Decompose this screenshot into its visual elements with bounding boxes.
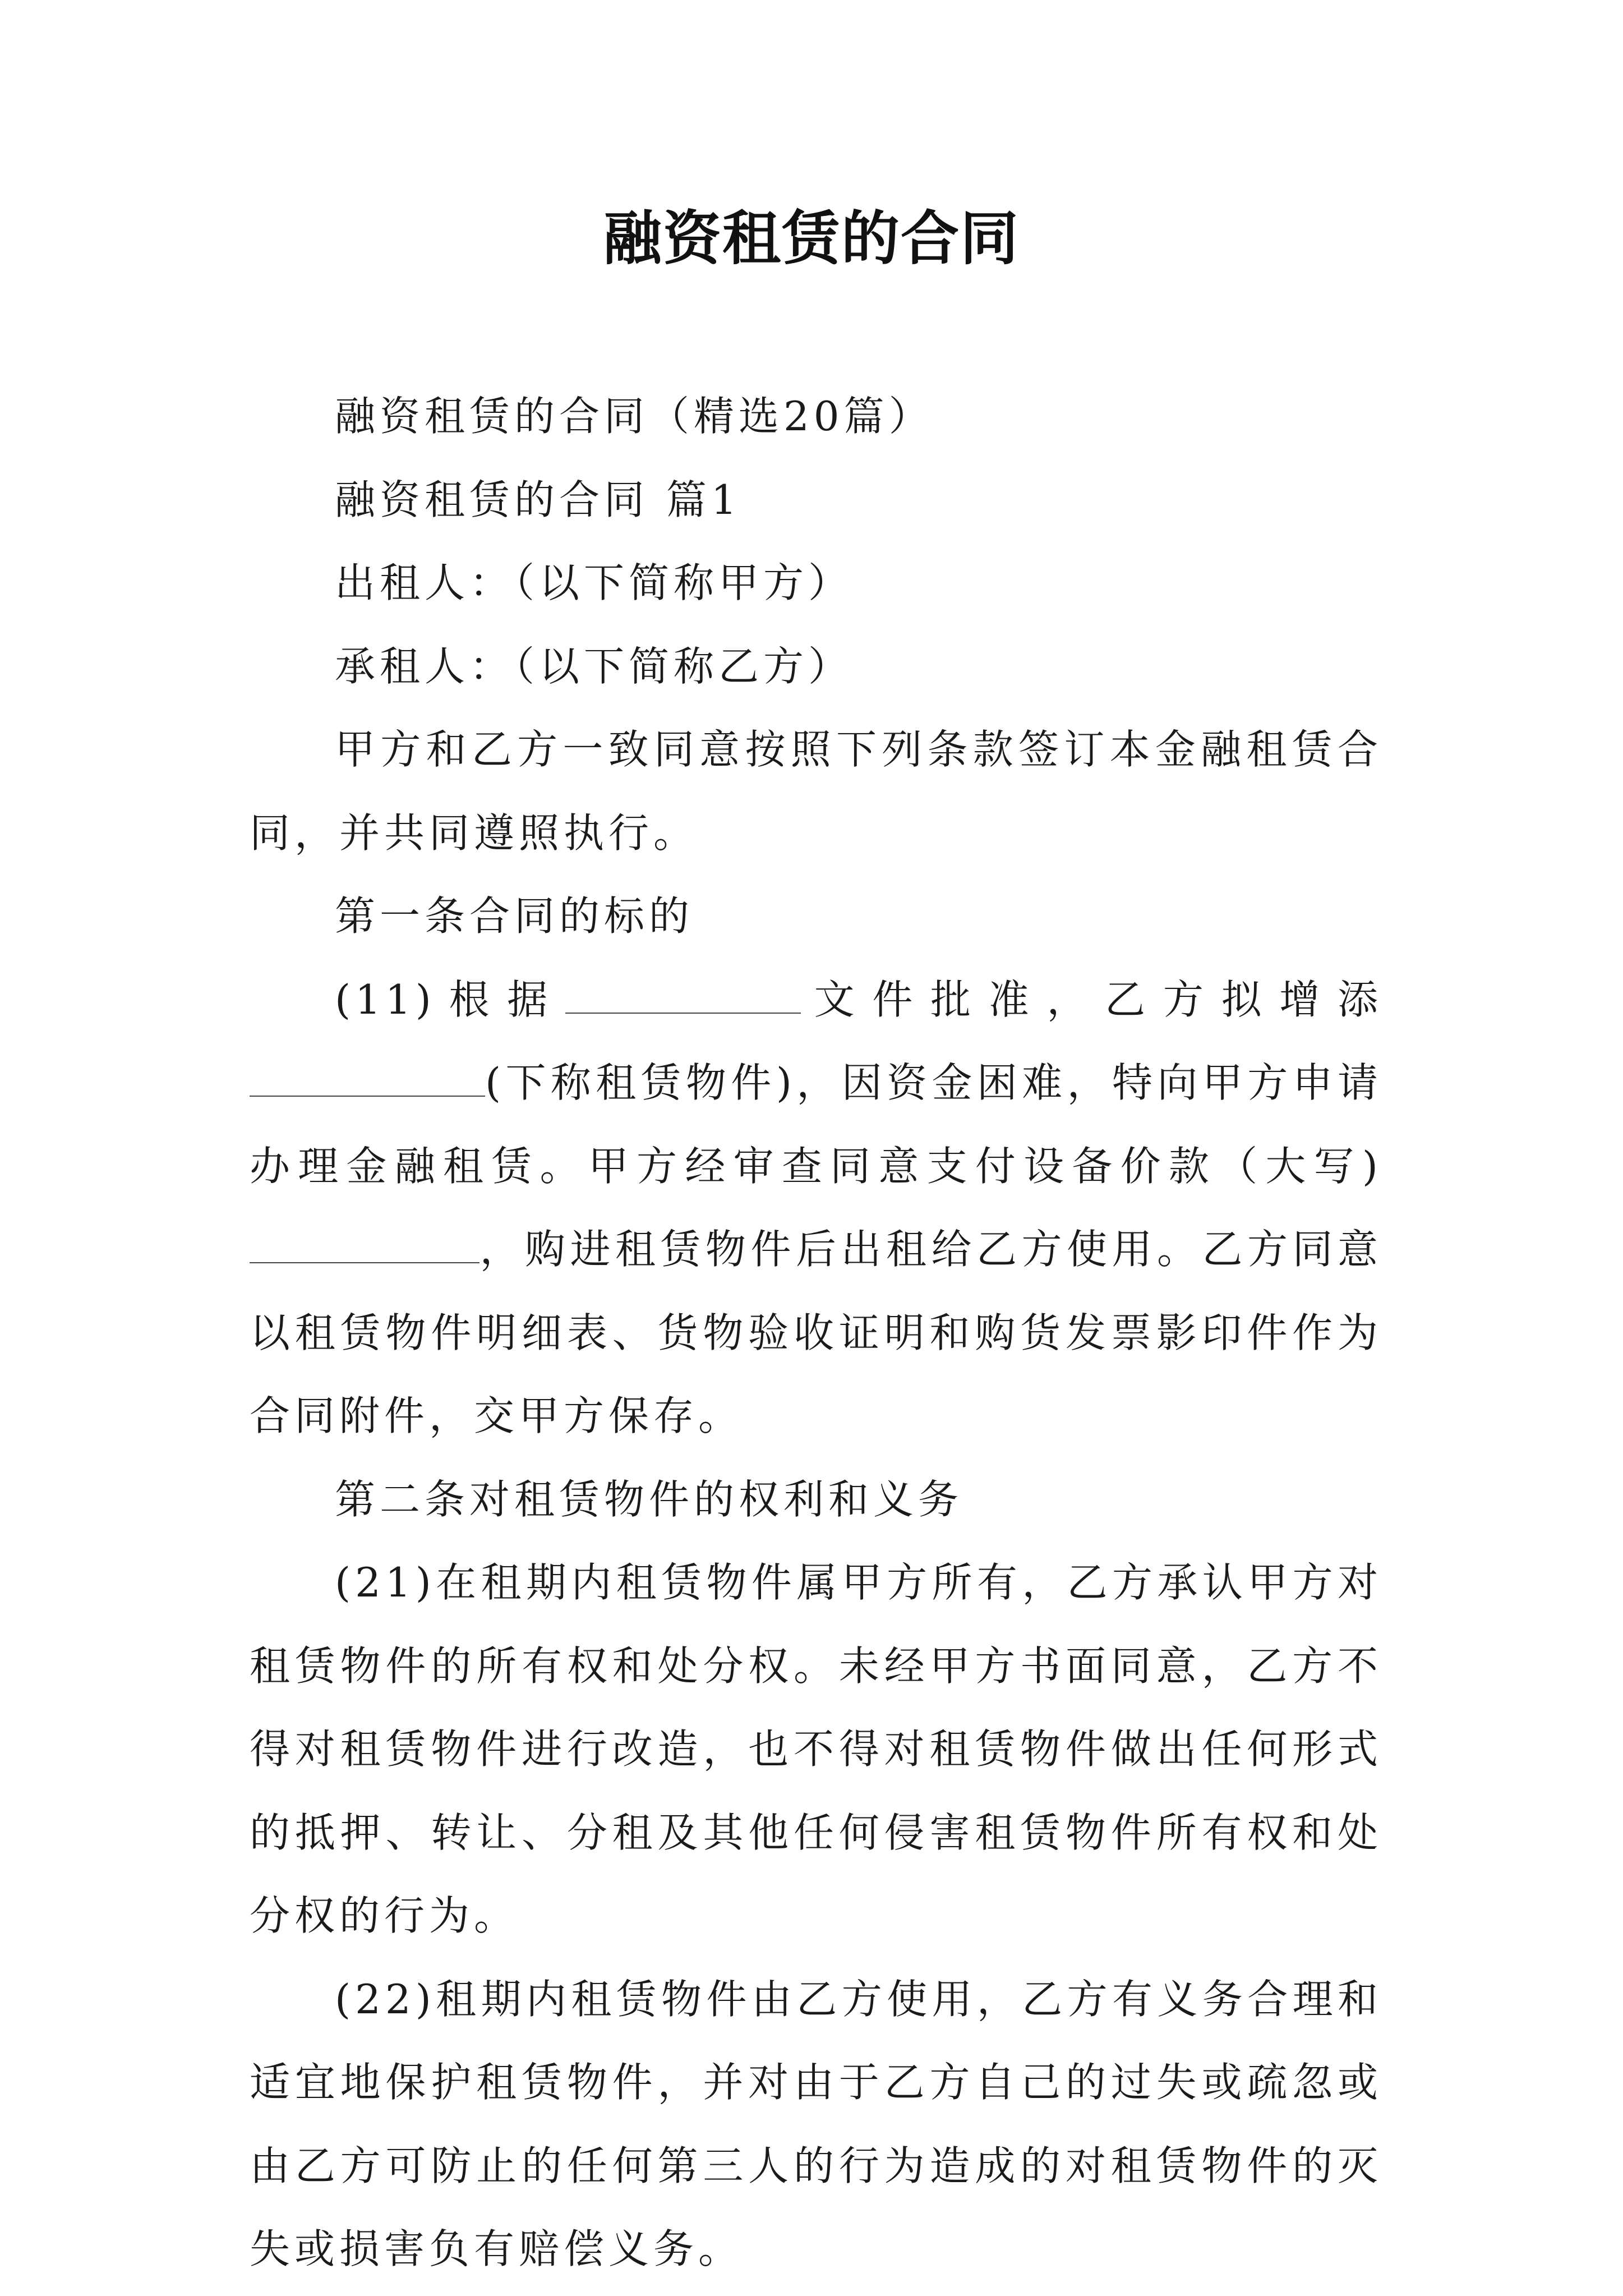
document-title: 融资租赁的合同 xyxy=(603,204,1020,273)
article-2-paragraph-22: (22)租期内租赁物件由乙方使用，乙方有义务合理和适宜地保护租赁物件，并对由于乙方自己的过失或疏忽或由乙方可防止的任何第三人的行为造成的对租赁物件的灭失或损害负有赔偿义务。 xyxy=(250,1975,1382,2272)
article-2-title: 第二条对租赁物件的权利和义务 xyxy=(335,1475,963,1523)
article-1-paragraph-11 xyxy=(250,958,1382,1458)
intro-paragraph: 甲方和乙方一致同意按照下列条款签订本金融租赁合同，并共同遵照执行。 xyxy=(250,726,1382,857)
article-2-paragraph-21: (21)在租期内租赁物件属甲方所有，乙方承认甲方对租赁物件的所有权和处分权。未经甲方书面同意，乙方不得对租赁物件进行改造，也不得对租赁物件做出任何形式的抵押、转让、分租及其他任何侵害租赁物件所有权和处分权的行为。 xyxy=(250,1559,1382,1939)
article-1-text-c: (下称租赁物件)，因资金困难，特向甲方申请办理金融租赁。甲方经审查同意支付设备价款（大写) xyxy=(250,1059,1382,1190)
document-subtitle: 融资租赁的合同（精选20篇） xyxy=(335,393,934,440)
lessee-line: 承租人：（以下简称乙方） xyxy=(335,642,854,690)
article-1-text-b: 文件批准，乙方拟增添 xyxy=(800,976,1382,1023)
article-1-text-a: (11)根据 xyxy=(335,976,565,1023)
blank-field-approval-document xyxy=(565,978,801,1014)
article-1-title: 第一条合同的标的 xyxy=(335,892,694,940)
section-heading: 融资租赁的合同 篇1 xyxy=(335,476,741,523)
article-1-text-d: ，购进租赁物件后出租给乙方使用。乙方同意以租赁物件明细表、货物验收证明和购货发票影印件作为合同附件，交甲方保存。 xyxy=(250,1226,1382,1439)
document-body xyxy=(250,375,1382,2291)
lessor-line: 出租人：（以下简称甲方） xyxy=(335,559,854,606)
blank-field-price-amount xyxy=(250,1227,479,1263)
blank-field-leased-item xyxy=(250,1061,485,1097)
